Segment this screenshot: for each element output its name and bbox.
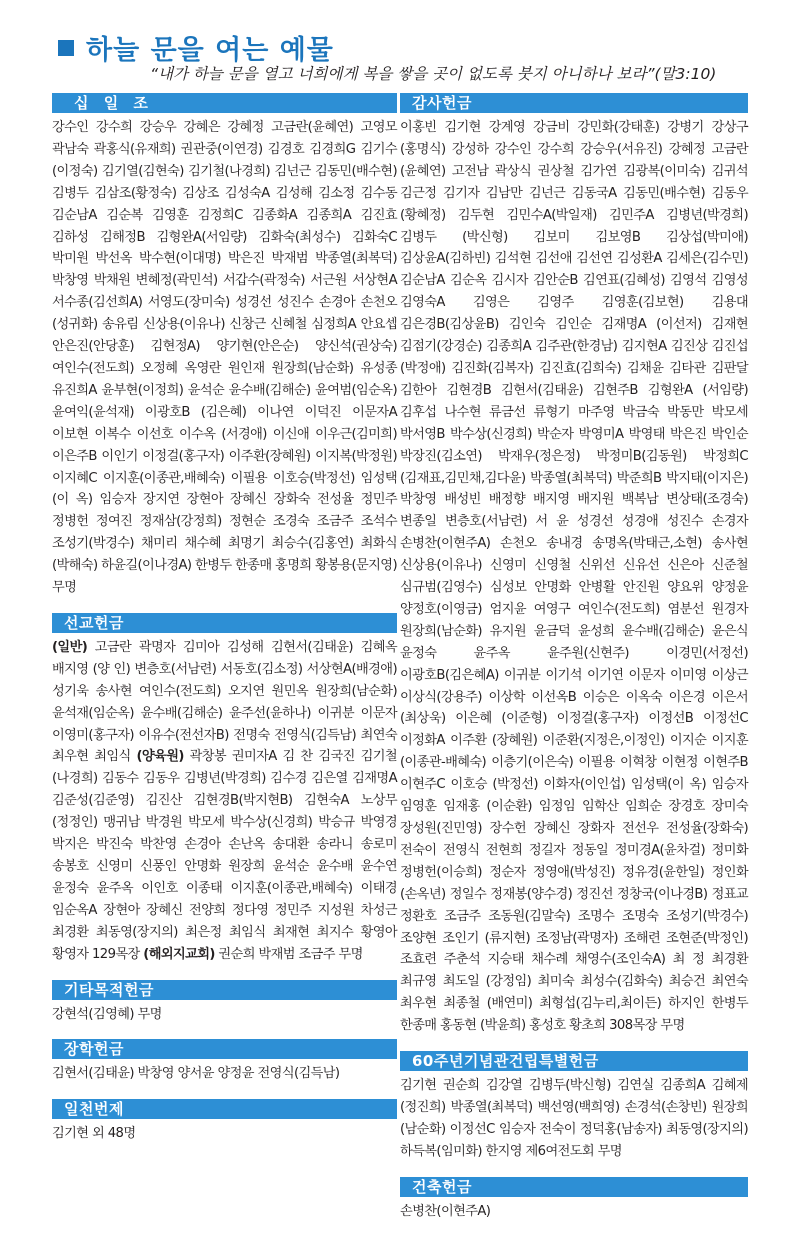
section-header-other-purpose: 기타목적헌금 [52, 980, 397, 1000]
bible-verse: “내가 하늘 문을 열고 너희에게 복을 쌓을 곳이 없도록 붓지 아니하나 보라”(말3:10) [150, 65, 717, 83]
mission-donor-list [52, 637, 397, 966]
building-donor-list: 손병찬(이현주A) [400, 1203, 491, 1219]
section-building [400, 1177, 748, 1223]
section-thousand-offerings [52, 1099, 397, 1145]
section-header-building: 건축헌금 [400, 1177, 748, 1197]
section-60th-anniversary [400, 1051, 748, 1163]
mission-overseas-donors: 권순희 박재범 조금주 무명 [218, 946, 363, 962]
scholarship-donor-list: 김현서(김태윤) 박창영 양서윤 양정윤 전영식(김득남) [52, 1066, 340, 1082]
mission-nurture-donors: 곽창봉 권미자A 김 찬 김국진 김기철(나경희) 김동수 김동우 김병년(박경희) 김수경 김은열 김재명A 김준성(김준영) 김진산 김현경B(박지현B) 김현숙A 노상무(정정인) 맹귀남 박경원 박모세 박수상(신경희) 박승규 박영경 박지은 박진숙 박찬영 손경아 손난옥 송대환 송라니 송로미 송봉호 신영미 신풍인 안명화 원장희 윤석순 윤수배 윤수연 윤정숙 윤주옥 이인호 이종태 이지훈(이종관,배혜숙) 이태경 임순옥A 장현아 장혜신 전양희 정다영 정민주 지성원 차성근 최경환 최동영(장지의) 최은정 최임식 최재현 최지수 황영아 황영자 129목장 [52, 749, 398, 962]
mission-general-label: (일반) [52, 639, 88, 655]
other-purpose-donor-list: 강현석(김영혜) 무명 [52, 1006, 162, 1022]
section-header-mission: 선교헌금 [52, 613, 397, 633]
60th-anniversary-donor-list: 김기현 권순희 김강열 김병두(박신형) 김연실 김종희A 김혜제 (정진희) 박종열(최복덕) 백선영(백희영) 손경석(손창빈) 원장희 (남순화) 이정선C 임승자 전숙이 정덕홍(남송자) 최동영(장지의) 하득복(임미화) 한지영 제6여전도회 무명 [400, 1078, 748, 1159]
section-thanksgiving [400, 93, 748, 1037]
thousand-offerings-donor-list: 김기현 외 48명 [52, 1126, 136, 1142]
section-other-purpose [52, 980, 397, 1026]
section-header-60th-anniversary: 60주년기념관건립특별헌금 [400, 1051, 748, 1071]
section-header-thanksgiving: 감사헌금 [400, 93, 748, 113]
mission-general-donors: 고금란 곽명자 김미아 김성해 김현서(김태윤) 김혜옥 배지영 (양 인) 변층호(서남련) 서동호(김소정) 서상현A(배경애) 성기욱 송사현 여인수(전도희) 오지연 원민옥 원장희(남순화) 윤석재(임순옥) 윤수배(김해순) 윤주선(윤하나) 이귀분 이문자 이영미(홍구자) 이유수(전선자B) 전명숙 전영식(김득남) 최연숙 최우현 최임식 [52, 639, 397, 765]
section-header-scholarship: 장학헌금 [52, 1039, 397, 1059]
page-title: 하늘 문을 여는 예물 [86, 35, 334, 66]
tithe-donor-list: 강수인 강수희 강승우 강혜은 강혜정 고금란(윤혜연) 고영모 곽남숙 곽홍식(유재희) 권관중(이연경) 김경호 김경희G 김기수(이정숙) 김기열(김현숙) 김기철(나경희) 김넌근 김동민(배수현) 김병두 김삼조(황정숙) 김상조 김성숙A 김성해 김소정 김수동 김순남A 김순복 김영훈 김정희C 김종화A 김종희A 김진효 김하성 김해정B 김형완A(서임량) 김화숙(최성수) 김화숙C 박미원 박선옥 박수현(이대명) 박은진 박재범 박종열(최복덕) 박창영 박채원 변혜정(곽민석) 서갑수(곽정숙) 서근원 서상현A 서수종(김선희A) 서영도(장미숙) 성경선 성진수 손경아 손천오(성귀화) 송유림 신상용(이유나) 신창근 신혜철 심정희A 안요셉 안은진(안당훈) 김현정A) 양기현(안은순) 양신석(권상숙) 여인수(전도희) 오정혜 옥영란 원인재 원장희(남순화) 유성종 유진희A 윤부현(이정희) 윤석순 윤수배(김해순) 윤여범(임순옥) 윤여익(윤석재) 이광호B (김은혜) 이나연 이덕진 이문자A 이보현 이복수 이선호 이수옥 (서경애) 이신애 이우근(김미희) 이은주B 이인기 이정걸(홍구자) 이주환(장혜원) 이지복(박정원) 이지혜C 이지훈(이종관,배혜숙) 이필용 이호승(박정선) 임성택(이 옥) 임승자 장지연 장현아 장혜신 장화숙 전성율 정민주 정병헌 정여진 정재삼(강정희) 정현순 조경숙 조금주 조석수 조성기(박경수) 채미리 채수혜 최명기 최승수(김홍연) 최화식(박해숙) 하윤길(이나경A) 한병두 한종매 홍명희 황봉용(문지영) 무명 [52, 120, 397, 596]
section-tithe [52, 93, 397, 599]
square-bullet-icon [58, 40, 74, 56]
mission-nurture-label: (양육원) [136, 749, 184, 765]
thanksgiving-donor-list: 이홍빈 김기현 강계영 강금비 강민화(강태훈) 강병기 강상구 (홍명식) 강성하 강수인 강수희 강승우(서유진) 강혜정 고금란 (윤혜연) 고전남 곽상식 권상철 김가연 김광복(이미숙) 김귀석 김근정 김기자 김남만 김넌근 김동국A 김동민(배수현) 김동우 (황혜정) 김두현 김민수A(박일재) 김민주A 김병년(박경희) 김병두 (박신형) 김보미 김보영B 김상섭(박미애) 김상윤A(김하빈) 김석현 김선애 김선연 김성환A 김세은(김수민) 김순남A 김순옥 김시자 김안순B 김연표(김혜성) 김영석 김영성 김영숙A 김영은 김영주 김영훈(김보현) 김용대 김은경B(김상윤B) 김인숙 김인순 김재명A (이선저) 김재현 김점기(강경순) 김종희A 김주관(한경남) 김지현A 김진상 김진섭(박정애) 김진화(김복자) 김진효(김희숙) 김채윤 김타관 김판달 김한아 김현경B 김현서(김태윤) 김현주B 김형완A (서임량) 김후섭 나수현 류금선 류형기 마주영 박금숙 박동만 박모세 박서영B 박수상(신경희) 박순자 박영미A 박영태 박은진 박인순 박장진(김소연) 박재우(정은정) 박정미B(김동원) 박정희C (김재표,김민채,김다윤) 박종열(최복덕) 박준희B 박지태(이지은) 박창영 배성빈 배정향 배지영 배지원 백복남 변상태(조경숙) 변종일 변층호(서남련) 서 윤 성경선 성경애 성진수 손경자 손병찬(이현주A) 손천오 송내경 송명옥(박태근,소현) 송사현 신상용(이유나) 신영미 신영철 신위선 신유선 신은아 신준철 심규범(김영수) 심성보 안명화 안병활 안진원 양요위 양정윤 양정호(이영금) 엄지윤 여영구 여인수(전도희) 염분선 원경자 원장희(남순화) 유지원 윤금덕 윤성희 윤수배(김해순) 윤은식 윤정숙 윤주옥 윤주원(신현주) 이경민(서정선) 이광호B(김은혜A) 이귀분 이기석 이기연 이문자 이미영 이상근 이상식(강용주) 이상학 이선옥B 이승은 이옥숙 이은경 이은서(최상욱) 이은혜 (이준형) 이정걸(홍구자) 이정선B 이정선C 이정화A 이주환 (장혜원) 이준환(지정은,이정인) 이지순 이지훈(이종관-배혜숙) 이층기(이은숙) 이필용 이혁창 이현정 이현주B 이현주C 이호승 (박정선) 이화자(이인섭) 임성택(이 옥) 임승자 임영훈 임재홍 (이순환) 임정임 임학산 임희순 장경호 장미숙 장성원(진민영) 장수헌 장혜신 장화자 전선우 전성율(장화숙) 전숙이 전영식 전현희 정길자 정동일 정미경A(윤차걸) 정미화 정병헌(이승희) 정순자 정영애(박성진) 정유경(윤한일) 정인화(손옥년) 정일수 정재봉(양수경) 정진선 정창국(이나경B) 정표교 정환호 조금주 조동원(김말숙) 조명수 조명숙 조성기(박경수) 조양현 조인기 (류지현) 조정남(곽명자) 조해련 조현준(박정인) 조효련 주춘석 지승태 채수례 채영수(조인숙A) 최 정 최경환 최규영 최도일 (강정임) 최미숙 최성수(김화숙) 최승건 최연숙 최우현 최종철 (배연미) 최형섭(김누리,최이든) 하지인 한병두 한종매 홍동현 (박윤희) 홍성호 황초희 308목장 무명 [400, 120, 748, 1034]
right-column [400, 93, 748, 1237]
section-header-tithe: 십 일 조 [52, 93, 397, 113]
section-scholarship [52, 1039, 397, 1085]
left-column [52, 93, 397, 1159]
section-header-thousand-offerings: 일천번제 [52, 1099, 397, 1119]
section-mission [52, 613, 397, 966]
mission-overseas-label: (해외지교회) [143, 946, 215, 962]
